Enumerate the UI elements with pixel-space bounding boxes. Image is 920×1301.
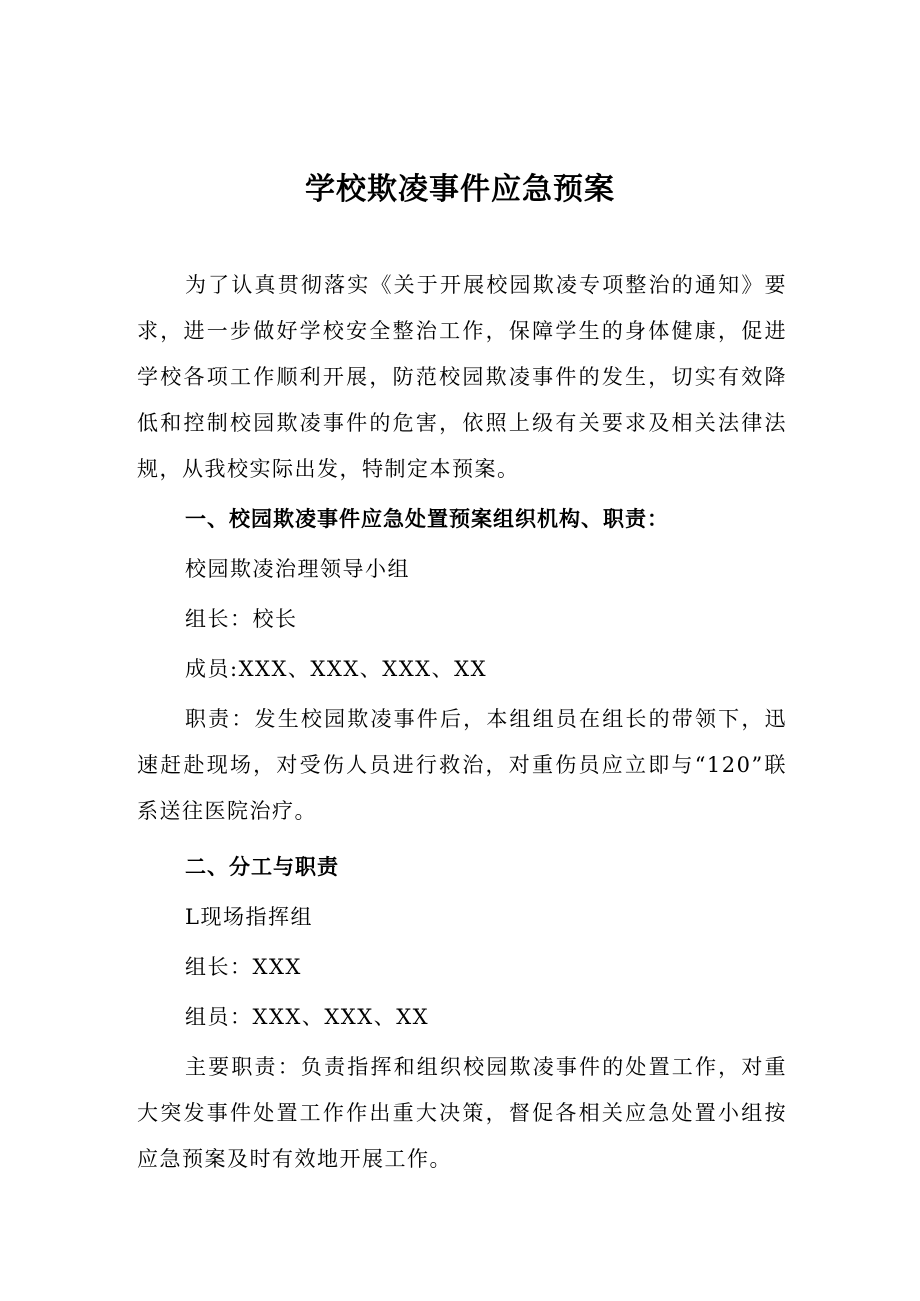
section-2-members: 组员：XXX、XXX、XX xyxy=(185,1005,430,1029)
section-1-duty: 职责：发生校园欺凌事件后，本组组员在组长的带领下，迅速赶赴现场，对受伤人员进行救治，对重伤员应立即与“120”联系送往医院治疗。 xyxy=(137,707,787,823)
section-1-group-name: 校园欺凌治理领导小组 xyxy=(185,557,410,581)
section-2-duty: 主要职责：负责指挥和组织校园欺凌事件的处置工作，对重大突发事件处置工作作出重大决策，督促各相关应急处置小组按应急预案及时有效地开展工作。 xyxy=(137,1055,787,1171)
document-title: 学校欺凌事件应急预案 xyxy=(305,172,615,207)
section-2-group-name: L现场指挥组 xyxy=(185,905,313,929)
document-body xyxy=(137,262,787,1182)
section-1-members: 成员:XXX、XXX、XXX、XX xyxy=(185,657,488,681)
intro-paragraph: 为了认真贯彻落实《关于开展校园欺凌专项整治的通知》要求，进一步做好学校安全整治工作，保障学生的身体健康，促进学校各项工作顺利开展，防范校园欺凌事件的发生，切实有效降低和控制校园欺凌事件的危害，依照上级有关要求及相关法律法规，从我校实际出发，特制定本预案。 xyxy=(137,273,787,481)
section-2-leader: 组长：XXX xyxy=(185,955,302,979)
section-2-heading: 二、分工与职责 xyxy=(185,855,339,879)
section-1-leader: 组长：校长 xyxy=(185,607,298,631)
section-1-heading: 一、校园欺凌事件应急处置预案组织机构、职责： xyxy=(185,507,669,531)
